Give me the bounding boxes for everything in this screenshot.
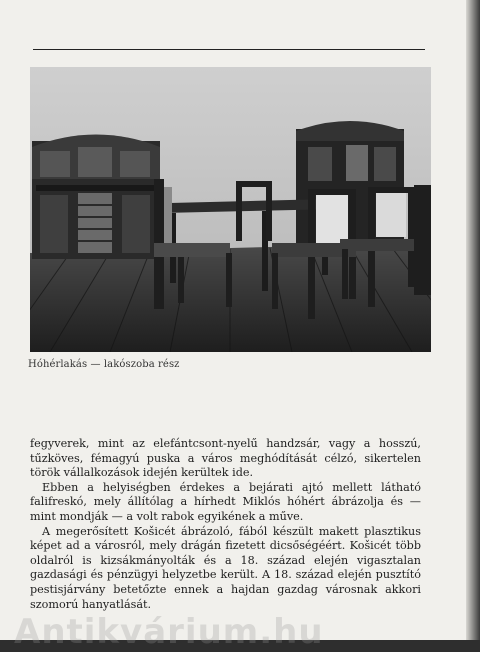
paragraph-1: fegyverek, mint az elefántcsont-nyelű handzsár, vagy a hosszú, tűzköves, fémagyú puska a város meghódítását célzó, sikertelen török vállalkozások idején kerültek ide. — [30, 437, 421, 480]
paragraph-3: A megerősített Košicét ábrázoló, fából készült makett plasztikus képet ad a városról, mely drágán fizetett dicsőségéért. Košicét több oldalról is kizsákmányolták és a 18. század elején vigasztalan gazdasági és pénzügyi helyzetbe került. A 18. század elején pusztító pestisjárvány betetőzte ennek a hajdan gazdag városnak akkori szomorú hanyatlását. — [30, 524, 421, 611]
room-photograph — [30, 67, 431, 352]
paragraph-2: Ebben a helyiségben érdekes a bejárati ajtó mellett látható falifreskó, mely állítólag a hírhedt Miklós hóhért ábrázolja és — mint mondják — a volt rabok egyikének a műve. — [30, 480, 421, 523]
room-photo-drawing — [30, 67, 431, 352]
photo-caption: Hóhérlakás — lakószoba rész — [28, 359, 180, 370]
left-sideboard — [32, 135, 160, 260]
watermark: Antikvárium.hu — [14, 612, 324, 652]
page-edge-shadow — [466, 0, 480, 640]
top-rule — [33, 49, 425, 50]
body-text — [30, 437, 421, 612]
